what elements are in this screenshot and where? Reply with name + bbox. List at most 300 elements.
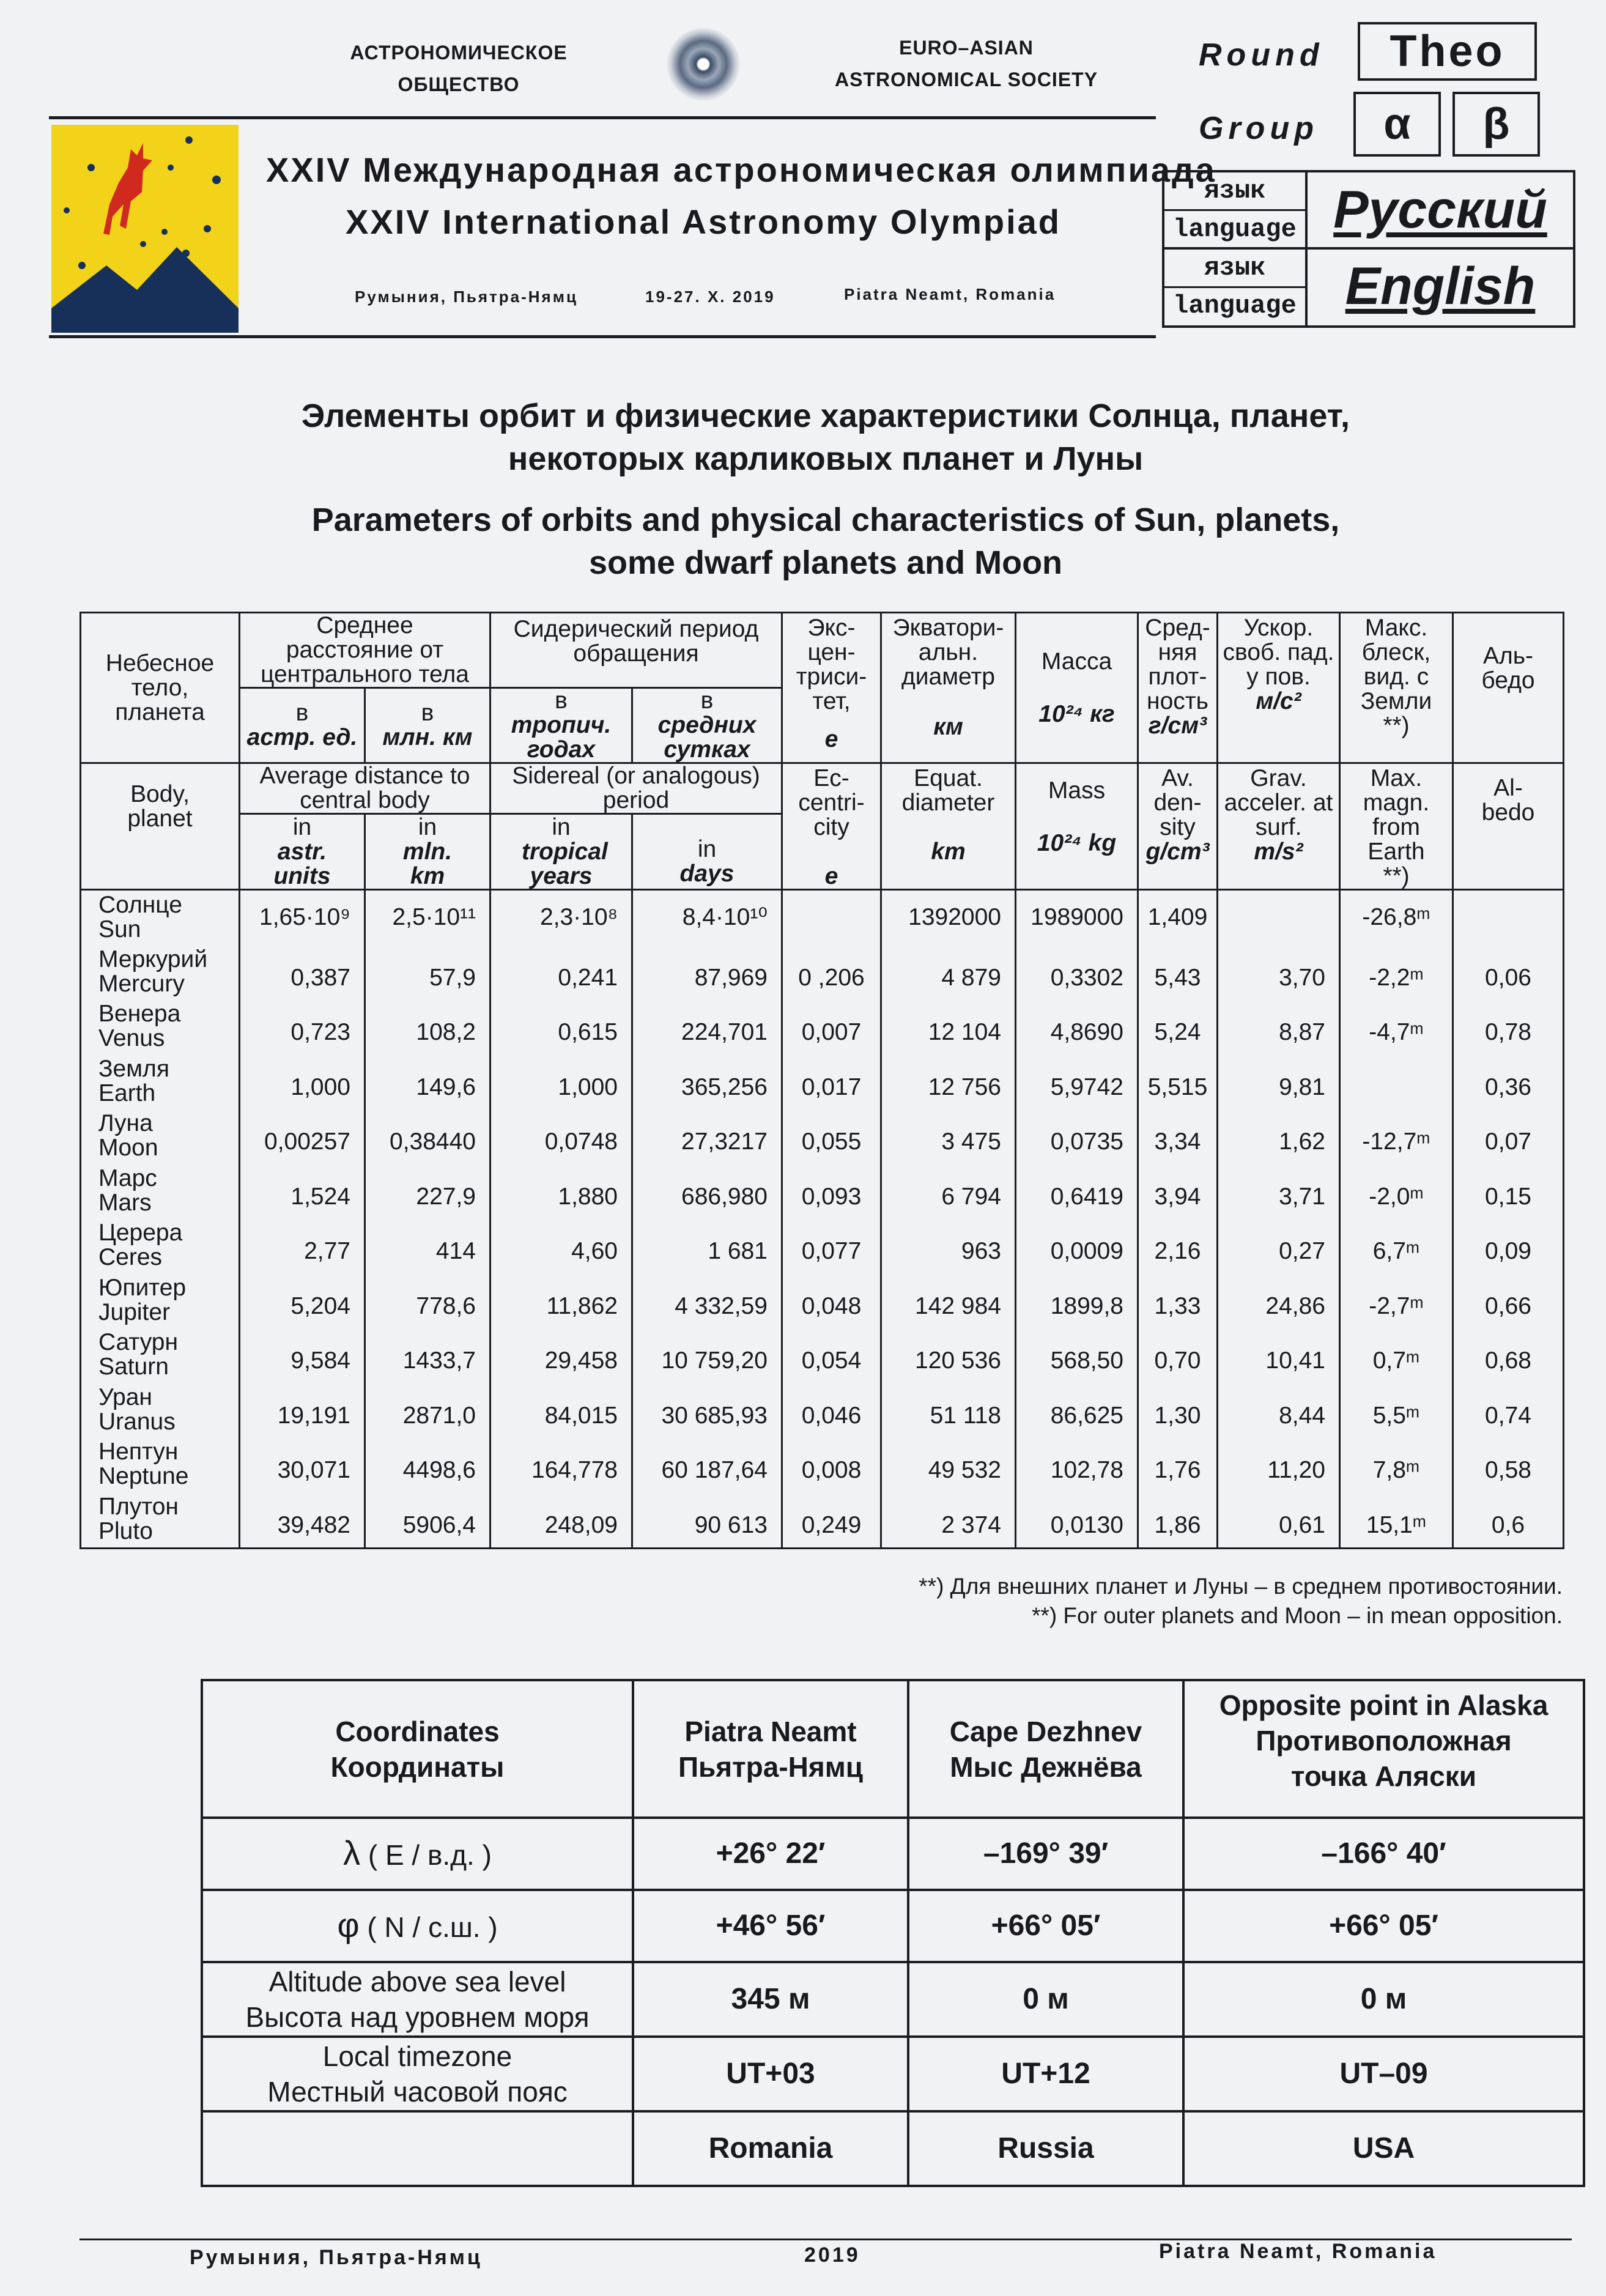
table-row — [81, 1328, 1564, 1383]
group-beta: β — [1482, 100, 1510, 149]
value-albedo: 0,68 — [1453, 1328, 1564, 1383]
value-diameter: 1392000 — [881, 890, 1016, 945]
body-name — [81, 1163, 240, 1218]
body-name-en: Earth — [98, 1079, 156, 1106]
value-mln-km: 57,9 — [365, 944, 490, 999]
body-name-en: Venus — [98, 1025, 165, 1052]
value-magnitude: 5,5ᵐ — [1340, 1382, 1453, 1437]
body-name — [81, 1328, 240, 1383]
th-in-mkm-ru — [365, 688, 490, 763]
value-gravity: 8,87 — [1218, 999, 1340, 1054]
th-mass-en-unit: 10²⁴ kg — [1037, 830, 1117, 856]
value-mass: 4,8690 — [1016, 999, 1138, 1054]
olympiad-logo — [51, 125, 239, 333]
lambda-symbol: λ — [343, 1833, 361, 1872]
value-mln-km: 108,2 — [365, 999, 490, 1054]
th-in-days-ru-pre: в — [700, 687, 714, 714]
th-in-days-ru — [632, 688, 782, 763]
co-lambda-dezhnev: –169° 39′ — [908, 1818, 1183, 1890]
footer-center: 2019 — [804, 2243, 860, 2267]
round-value: Theo — [1390, 27, 1505, 76]
th-magn-en: Max. magn. from Earth **) — [1340, 763, 1453, 890]
co-country-alaska: USA — [1183, 2111, 1584, 2186]
value-mln-km: 2,5·10¹¹ — [365, 890, 490, 945]
value-days: 686,980 — [632, 1163, 782, 1218]
table-row — [81, 1218, 1564, 1273]
value-tropical-years: 4,60 — [490, 1218, 632, 1273]
body-name — [81, 1054, 240, 1109]
body-name-en: Uranus — [98, 1408, 176, 1435]
value-magnitude: 15,1ᵐ — [1340, 1492, 1453, 1548]
value-gravity: 3,71 — [1218, 1163, 1340, 1218]
group-label: Group — [1199, 111, 1319, 146]
table-row — [81, 1109, 1564, 1164]
th-mass-en-text: Mass — [1048, 777, 1106, 804]
value-diameter: 963 — [881, 1218, 1016, 1273]
body-name-ru: Церера — [98, 1220, 183, 1246]
co-row-lambda-label — [202, 1818, 633, 1890]
th-in-mkm-en-text: mln. km — [402, 838, 453, 889]
co-row-timezone-label — [202, 2037, 633, 2111]
body-name — [81, 1218, 240, 1273]
value-albedo: 0,74 — [1453, 1382, 1564, 1437]
value-mln-km: 414 — [365, 1218, 490, 1273]
co-country-dezhnev: Russia — [908, 2111, 1183, 2186]
value-eccentricity: 0,017 — [782, 1054, 881, 1109]
value-mass: 0,6419 — [1016, 1163, 1138, 1218]
co-col-alaska-en: Opposite point in Alaska — [1219, 1689, 1549, 1721]
society-en-line1: EURO–ASIAN — [899, 37, 1034, 59]
co-col-piatra-en: Piatra Neamt — [684, 1715, 857, 1747]
value-density: 1,409 — [1138, 890, 1218, 945]
title-en-line1: Parameters of orbits and physical characteristics of Sun, planets, — [311, 502, 1340, 538]
value-days: 1 681 — [632, 1218, 782, 1273]
value-tropical-years: 248,09 — [490, 1492, 632, 1548]
value-eccentricity: 0,055 — [782, 1109, 881, 1164]
value-mass: 0,0130 — [1016, 1492, 1138, 1548]
th-diam-ru-unit: км — [933, 714, 963, 740]
th-in-au-ru-pre: в — [295, 700, 309, 726]
th-diam-ru-text: Экватори-альн. диаметр — [892, 615, 1004, 690]
value-density: 1,30 — [1138, 1382, 1218, 1437]
table-row — [81, 944, 1564, 999]
body-name-en: Moon — [98, 1135, 158, 1161]
value-albedo: 0,06 — [1453, 944, 1564, 999]
value-gravity: 0,61 — [1218, 1492, 1340, 1548]
body-name — [81, 944, 240, 999]
table-row — [81, 890, 1564, 945]
th-density-en-unit: g/cm³ — [1145, 839, 1210, 865]
value-mass: 0,0009 — [1016, 1218, 1138, 1273]
table-row — [81, 1054, 1564, 1109]
footnotes — [612, 1572, 1563, 1631]
value-mln-km: 5906,4 — [365, 1492, 490, 1548]
header-top-rule — [49, 116, 1156, 119]
co-row-timezone-en: Local timezone — [322, 2040, 513, 2072]
value-au: 30,071 — [240, 1437, 365, 1492]
co-head-en: Coordinates — [335, 1715, 500, 1747]
title-ru-line1: Элементы орбит и физические характеристики Солнца, планет, — [301, 398, 1350, 434]
value-diameter: 49 532 — [881, 1437, 1016, 1492]
value-density: 5,515 — [1138, 1054, 1218, 1109]
value-albedo: 0,78 — [1453, 999, 1564, 1054]
value-tropical-years: 84,015 — [490, 1382, 632, 1437]
th-mass-ru-text: Масса — [1041, 648, 1112, 675]
value-albedo: 0,6 — [1453, 1492, 1564, 1548]
value-tropical-years: 1,880 — [490, 1163, 632, 1218]
body-name-ru: Марс — [98, 1165, 157, 1191]
value-au: 0,387 — [240, 944, 365, 999]
value-au: 19,191 — [240, 1382, 365, 1437]
value-magnitude: -2,0ᵐ — [1340, 1163, 1453, 1218]
co-col-dezhnev — [908, 1680, 1183, 1818]
value-mass: 5,9742 — [1016, 1054, 1138, 1109]
value-eccentricity — [782, 890, 881, 945]
value-mass: 568,50 — [1016, 1328, 1138, 1383]
co-col-dezhnev-ru: Мыс Дежнёва — [950, 1750, 1142, 1783]
co-row-country-label — [202, 2111, 633, 2186]
value-diameter: 2 374 — [881, 1492, 1016, 1548]
th-in-trop-ru-pre: в — [555, 687, 568, 714]
value-density: 3,34 — [1138, 1109, 1218, 1164]
co-phi-dezhnev: +66° 05′ — [908, 1890, 1183, 1962]
value-gravity: 3,70 — [1218, 944, 1340, 999]
lang-en-value: English — [1345, 256, 1536, 316]
footer-left: Румыния, Пьятра-Нямц — [190, 2246, 483, 2269]
co-row-phi-label — [202, 1890, 633, 1962]
value-au: 1,524 — [240, 1163, 365, 1218]
th-in-days-en — [632, 814, 782, 890]
value-au: 1,65·10⁹ — [240, 890, 365, 945]
value-days: 27,3217 — [632, 1109, 782, 1164]
value-gravity — [1218, 890, 1340, 945]
th-diam-ru — [881, 613, 1016, 763]
body-name — [81, 999, 240, 1054]
value-days: 60 187,64 — [632, 1437, 782, 1492]
lang-ru-value: Русский — [1333, 180, 1547, 239]
value-density: 1,33 — [1138, 1273, 1218, 1328]
co-alt-dezhnev: 0 м — [908, 1962, 1183, 2037]
value-au: 0,723 — [240, 999, 365, 1054]
group-alpha-box — [1353, 92, 1441, 157]
th-in-au-ru-text: астр. ед. — [246, 724, 358, 750]
value-days: 224,701 — [632, 999, 782, 1054]
co-col-piatra-ru: Пьятра-Нямц — [678, 1750, 864, 1783]
th-in-au-en-text: astr. units — [273, 838, 331, 889]
place-en: Piatra Neamt, Romania — [844, 285, 1056, 303]
value-gravity: 0,27 — [1218, 1218, 1340, 1273]
body-name-en: Sun — [98, 916, 141, 942]
co-lambda-piatra: +26° 22′ — [633, 1818, 908, 1890]
th-in-au-en-pre: in — [292, 813, 312, 840]
value-mass: 1899,8 — [1016, 1273, 1138, 1328]
footer-right: Piatra Neamt, Romania — [1159, 2240, 1437, 2263]
value-magnitude: -2,7ᵐ — [1340, 1273, 1453, 1328]
value-diameter: 6 794 — [881, 1163, 1016, 1218]
th-ecc-ru-text: Экс-цен-триси-тет, — [796, 615, 867, 714]
th-mass-ru-unit: 10²⁴ кг — [1038, 700, 1115, 727]
table-row — [81, 1382, 1564, 1437]
th-grav-ru — [1218, 613, 1340, 763]
value-mass: 0,0735 — [1016, 1109, 1138, 1164]
co-head-ru: Координаты — [330, 1750, 505, 1783]
footnote-ru: **) Для внешних планет и Луны – в среднем противостоянии. — [919, 1574, 1563, 1599]
value-gravity: 1,62 — [1218, 1109, 1340, 1164]
value-density: 5,24 — [1138, 999, 1218, 1054]
value-eccentricity: 0,008 — [782, 1437, 881, 1492]
value-density: 5,43 — [1138, 944, 1218, 999]
table-row — [81, 999, 1564, 1054]
th-ecc-ru — [782, 613, 881, 763]
body-name-ru: Сатурн — [98, 1329, 179, 1356]
value-albedo: 0,07 — [1453, 1109, 1564, 1164]
th-diam-en — [881, 763, 1016, 890]
lang-ru-label2: language — [1173, 214, 1297, 244]
value-albedo: 0,09 — [1453, 1218, 1564, 1273]
th-in-trop-ru-text: тропич. годах — [511, 712, 612, 763]
group-alpha: α — [1383, 100, 1411, 149]
value-tropical-years: 1,000 — [490, 1054, 632, 1109]
value-tropical-years: 0,615 — [490, 999, 632, 1054]
body-name-ru: Уран — [98, 1383, 152, 1410]
value-eccentricity: 0,077 — [782, 1218, 881, 1273]
value-diameter: 51 118 — [881, 1382, 1016, 1437]
value-au: 5,204 — [240, 1273, 365, 1328]
society-ru-line2: ОБЩЕСТВО — [398, 73, 520, 95]
value-mass: 86,625 — [1016, 1382, 1138, 1437]
body-name-ru: Плутон — [98, 1494, 179, 1520]
th-in-days-ru-text: средних сутках — [657, 712, 757, 763]
body-name-ru: Юпитер — [98, 1274, 187, 1301]
group-beta-box — [1452, 92, 1540, 157]
th-density-en-text: Av. den-sity — [1153, 765, 1202, 840]
value-days: 365,256 — [632, 1054, 782, 1109]
value-albedo — [1453, 890, 1564, 945]
olympiad-title-en: XXIV International Astronomy Olympiad — [346, 202, 1061, 241]
society-ru-line1: АСТРОНОМИЧЕСКОЕ — [350, 42, 568, 64]
th-body-ru: Небесное тело, планета — [81, 613, 240, 763]
co-head-label — [202, 1680, 633, 1818]
value-magnitude: 7,8ᵐ — [1340, 1437, 1453, 1492]
th-ecc-en-sym: e — [824, 863, 838, 889]
th-in-mkm-ru-pre: в — [421, 700, 434, 726]
th-diam-en-text: Equat. diameter — [901, 765, 995, 816]
value-diameter: 120 536 — [881, 1328, 1016, 1383]
body-name-en: Saturn — [98, 1354, 169, 1380]
header-bottom-rule — [49, 335, 1156, 338]
th-grav-en-unit: m/s² — [1254, 839, 1303, 865]
title-ru-line2: некоторых карликовых планет и Луны — [508, 440, 1144, 477]
olympiad-dates: 19-27. X. 2019 — [645, 287, 775, 306]
table-row — [81, 1492, 1564, 1548]
value-au: 0,00257 — [240, 1109, 365, 1164]
co-row-timezone-ru: Местный часовой пояс — [267, 2076, 568, 2108]
table-row — [81, 1437, 1564, 1492]
th-in-trop-en — [490, 814, 632, 890]
galaxy-emblem-icon — [667, 28, 740, 101]
th-ecc-en-text: Ec-centri-city — [798, 765, 865, 840]
co-tz-dezhnev: UT+12 — [908, 2037, 1183, 2111]
th-ecc-en — [782, 763, 881, 890]
th-mass-ru — [1016, 613, 1138, 763]
value-magnitude: -12,7ᵐ — [1340, 1109, 1453, 1164]
value-mass: 0,3302 — [1016, 944, 1138, 999]
co-tz-alaska: UT–09 — [1183, 2037, 1584, 2111]
olympiad-title-ru: XXIV Международная астрономическая олимпиада — [266, 150, 1216, 189]
value-magnitude: -4,7ᵐ — [1340, 999, 1453, 1054]
value-au: 9,584 — [240, 1328, 365, 1383]
value-magnitude: -26,8ᵐ — [1340, 890, 1453, 945]
th-grav-en-text: Grav. acceler. at surf. — [1224, 765, 1333, 840]
co-col-alaska-ru: Противоположная точка Аляски — [1256, 1725, 1512, 1792]
body-name-en: Ceres — [98, 1244, 163, 1271]
lang-ru-label1: язык — [1204, 176, 1266, 206]
value-au: 39,482 — [240, 1492, 365, 1548]
title-ru — [0, 394, 1606, 480]
value-magnitude: 0,7ᵐ — [1340, 1328, 1453, 1383]
th-in-days-en-text: days — [679, 861, 735, 887]
co-row-altitude-label — [202, 1962, 633, 2037]
value-diameter: 3 475 — [881, 1109, 1016, 1164]
title-en — [0, 498, 1606, 584]
th-grav-ru-text: Ускор. своб. пад. у пов. — [1223, 615, 1334, 690]
table-row — [81, 1273, 1564, 1328]
body-name-en: Mars — [98, 1189, 152, 1216]
th-in-trop-en-pre: in — [552, 813, 571, 840]
value-mass: 102,78 — [1016, 1437, 1138, 1492]
value-albedo: 0,15 — [1453, 1163, 1564, 1218]
place-ru: Румыния, Пьятра-Нямц — [355, 287, 578, 306]
value-diameter: 4 879 — [881, 944, 1016, 999]
value-mln-km: 149,6 — [365, 1054, 490, 1109]
th-ecc-ru-sym: e — [824, 726, 838, 752]
body-name-ru: Солнце — [98, 892, 182, 918]
value-mln-km: 2871,0 — [365, 1382, 490, 1437]
body-name-ru: Меркурий — [98, 946, 208, 972]
value-density: 3,94 — [1138, 1163, 1218, 1218]
th-magn-ru: Макс. блеск, вид. с Земли **) — [1340, 613, 1453, 763]
value-gravity: 11,20 — [1218, 1437, 1340, 1492]
body-name — [81, 1437, 240, 1492]
th-in-au-ru — [240, 688, 365, 763]
co-phi-alaska: +66° 05′ — [1183, 1890, 1584, 1962]
value-au: 1,000 — [240, 1054, 365, 1109]
body-name — [81, 1492, 240, 1548]
value-days: 4 332,59 — [632, 1273, 782, 1328]
body-name — [81, 890, 240, 945]
th-grav-en — [1218, 763, 1340, 890]
body-name — [81, 1273, 240, 1328]
value-mass: 1989000 — [1016, 890, 1138, 945]
co-row-altitude-en: Altitude above sea level — [268, 1966, 566, 1998]
lang-en-label1: язык — [1204, 253, 1266, 283]
value-magnitude: -2,2ᵐ — [1340, 944, 1453, 999]
body-name-ru: Венера — [98, 1001, 181, 1028]
body-name-en: Neptune — [98, 1463, 189, 1490]
th-in-trop-ru — [490, 688, 632, 763]
body-name-en: Pluto — [98, 1518, 153, 1545]
value-days: 8,4·10¹⁰ — [632, 890, 782, 945]
co-col-piatra — [633, 1680, 908, 1818]
value-density: 1,76 — [1138, 1437, 1218, 1492]
value-magnitude: 6,7ᵐ — [1340, 1218, 1453, 1273]
th-period-ru: Сидерический период обращения — [490, 613, 782, 688]
value-mln-km: 227,9 — [365, 1163, 490, 1218]
th-in-mkm-en — [365, 814, 490, 890]
th-diam-en-unit: km — [931, 839, 966, 865]
planet-parameters-table — [80, 612, 1564, 1549]
co-phi-piatra: +46° 56′ — [633, 1890, 908, 1962]
value-albedo: 0,58 — [1453, 1437, 1564, 1492]
society-ru — [318, 37, 599, 100]
value-au: 2,77 — [240, 1218, 365, 1273]
th-density-ru-unit: г/см³ — [1148, 713, 1207, 739]
co-row-altitude-ru: Высота над уровнем моря — [245, 2001, 590, 2033]
value-density: 2,16 — [1138, 1218, 1218, 1273]
th-density-en — [1138, 763, 1218, 890]
th-avg-dist-ru: Среднее расстояние от центрального тела — [240, 613, 490, 688]
value-tropical-years: 0,0748 — [490, 1109, 632, 1164]
phi-symbol: φ — [337, 1905, 360, 1944]
co-col-alaska — [1183, 1680, 1584, 1818]
value-eccentricity: 0,249 — [782, 1492, 881, 1548]
co-col-dezhnev-en: Cape Dezhnev — [949, 1715, 1142, 1747]
th-in-mkm-ru-text: млн. км — [382, 724, 473, 750]
th-density-ru — [1138, 613, 1218, 763]
value-tropical-years: 11,862 — [490, 1273, 632, 1328]
co-alt-piatra: 345 м — [633, 1962, 908, 2037]
body-name-en: Jupiter — [98, 1298, 171, 1325]
coordinates-table — [201, 1679, 1585, 2187]
planet-rows — [81, 890, 1564, 1549]
language-grid — [1162, 170, 1575, 328]
value-density: 0,70 — [1138, 1328, 1218, 1383]
value-tropical-years: 164,778 — [490, 1437, 632, 1492]
body-name — [81, 1382, 240, 1437]
th-body-en: Body, planet — [81, 763, 240, 890]
value-magnitude — [1340, 1054, 1453, 1109]
value-days: 87,969 — [632, 944, 782, 999]
th-albedo-ru: Аль-бедо — [1453, 613, 1564, 763]
body-name-ru: Земля — [98, 1055, 169, 1082]
value-eccentricity: 0,046 — [782, 1382, 881, 1437]
th-albedo-en: Al-bedo — [1453, 763, 1564, 890]
round-value-box — [1358, 22, 1537, 81]
th-mass-en — [1016, 763, 1138, 890]
body-name-ru: Луна — [98, 1110, 153, 1137]
value-eccentricity: 0,048 — [782, 1273, 881, 1328]
value-tropical-years: 0,241 — [490, 944, 632, 999]
value-days: 30 685,93 — [632, 1382, 782, 1437]
th-avg-dist-en: Average distance to central body — [240, 763, 490, 814]
co-country-piatra: Romania — [633, 2111, 908, 2186]
value-albedo: 0,36 — [1453, 1054, 1564, 1109]
society-en — [813, 32, 1119, 95]
co-row-phi-rest: ( N / с.ш. ) — [359, 1911, 498, 1943]
value-albedo: 0,66 — [1453, 1273, 1564, 1328]
value-eccentricity: 0,007 — [782, 999, 881, 1054]
value-eccentricity: 0,093 — [782, 1163, 881, 1218]
th-in-mkm-en-pre: in — [418, 813, 437, 840]
value-days: 90 613 — [632, 1492, 782, 1548]
value-eccentricity: 0,054 — [782, 1328, 881, 1383]
value-gravity: 9,81 — [1218, 1054, 1340, 1109]
title-en-line2: some dwarf planets and Moon — [588, 544, 1063, 581]
table-row — [81, 1163, 1564, 1218]
value-days: 10 759,20 — [632, 1328, 782, 1383]
value-eccentricity: 0 ,206 — [782, 944, 881, 999]
th-density-ru-text: Сред-няя плот-ность — [1145, 615, 1210, 714]
